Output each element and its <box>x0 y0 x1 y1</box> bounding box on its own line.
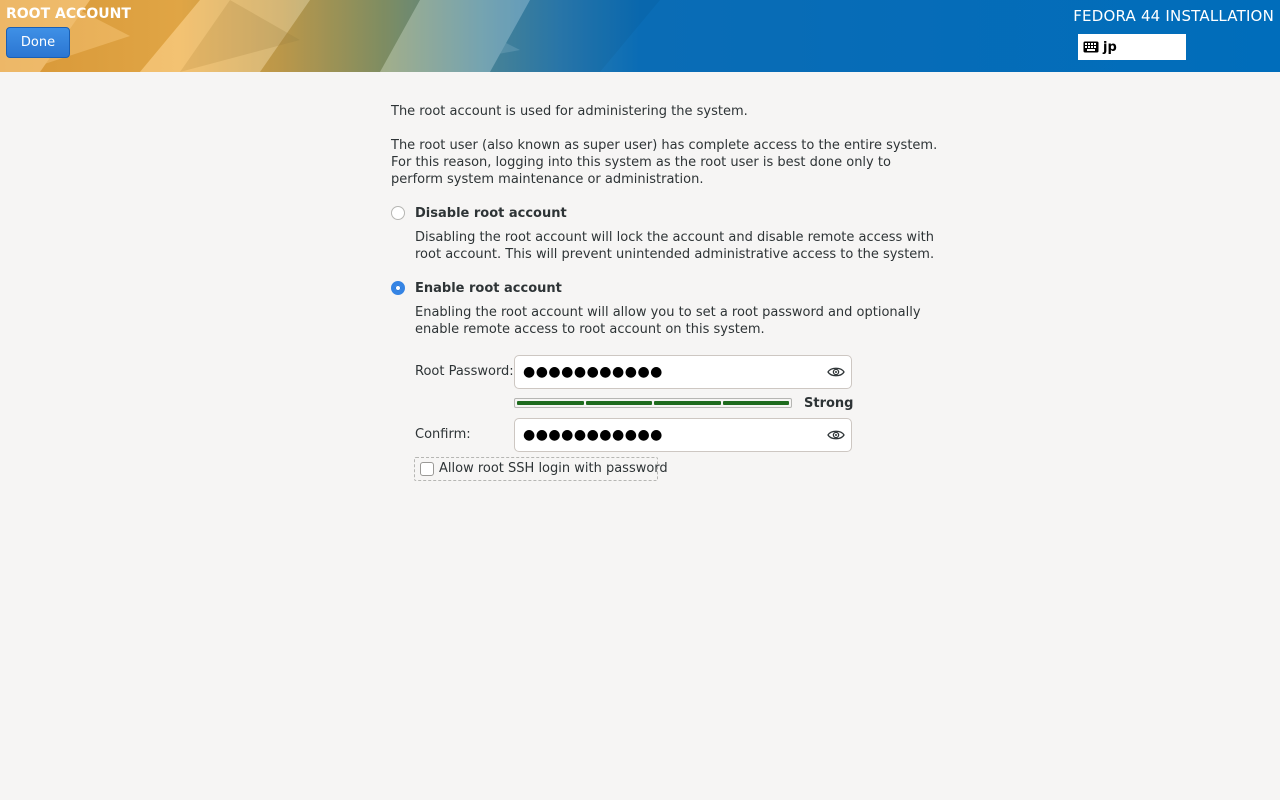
page-title: ROOT ACCOUNT <box>6 6 131 22</box>
done-button[interactable]: Done <box>6 27 70 58</box>
strength-segment <box>586 401 653 405</box>
header-banner <box>0 0 1280 72</box>
enable-root-desc-line1: Enabling the root account will allow you to set a root password and optionally <box>415 305 921 320</box>
keyboard-layout-indicator[interactable] <box>1078 34 1186 60</box>
confirm-password-label: Confirm: <box>415 427 471 442</box>
intro-detail-line1: The root user (also known as super user) has complete access to the entire system. <box>391 138 938 153</box>
strength-segment <box>654 401 721 405</box>
confirm-password-field[interactable] <box>514 418 852 452</box>
disable-root-desc-line2: root account. This will prevent unintended administrative access to the system. <box>415 247 935 262</box>
root-password-value: ●●●●●●●●●●● <box>523 364 663 380</box>
allow-ssh-login-option[interactable] <box>414 457 668 481</box>
intro-text: The root account is used for administering the system. <box>391 104 748 119</box>
allow-ssh-login-label[interactable]: Allow root SSH login with password <box>439 461 668 476</box>
enable-root-label[interactable]: Enable root account <box>415 281 562 296</box>
root-password-label: Root Password: <box>415 364 514 379</box>
disable-root-desc-line1: Disabling the root account will lock the account and disable remote access with <box>415 230 935 245</box>
eye-icon[interactable] <box>827 365 845 379</box>
intro-detail-line2: For this reason, logging into this system as the root user is best done only to <box>391 155 891 170</box>
password-strength-label: Strong <box>804 396 854 411</box>
password-strength-bar <box>514 398 792 408</box>
installer-title: FEDORA 44 INSTALLATION <box>1073 7 1274 25</box>
confirm-password-value: ●●●●●●●●●●● <box>523 427 663 443</box>
keyboard-layout-label: jp <box>1103 39 1117 55</box>
enable-root-radio[interactable] <box>391 281 405 295</box>
allow-ssh-login-checkbox[interactable] <box>420 462 434 476</box>
strength-segment <box>723 401 790 405</box>
root-password-field[interactable] <box>514 355 852 389</box>
eye-icon[interactable] <box>827 428 845 442</box>
intro-detail-line3: perform system maintenance or administration. <box>391 172 704 187</box>
disable-root-radio[interactable] <box>391 206 405 220</box>
keyboard-icon <box>1083 41 1099 53</box>
disable-root-label[interactable]: Disable root account <box>415 206 567 221</box>
strength-segment <box>517 401 584 405</box>
enable-root-desc-line2: enable remote access to root account on this system. <box>415 322 765 337</box>
